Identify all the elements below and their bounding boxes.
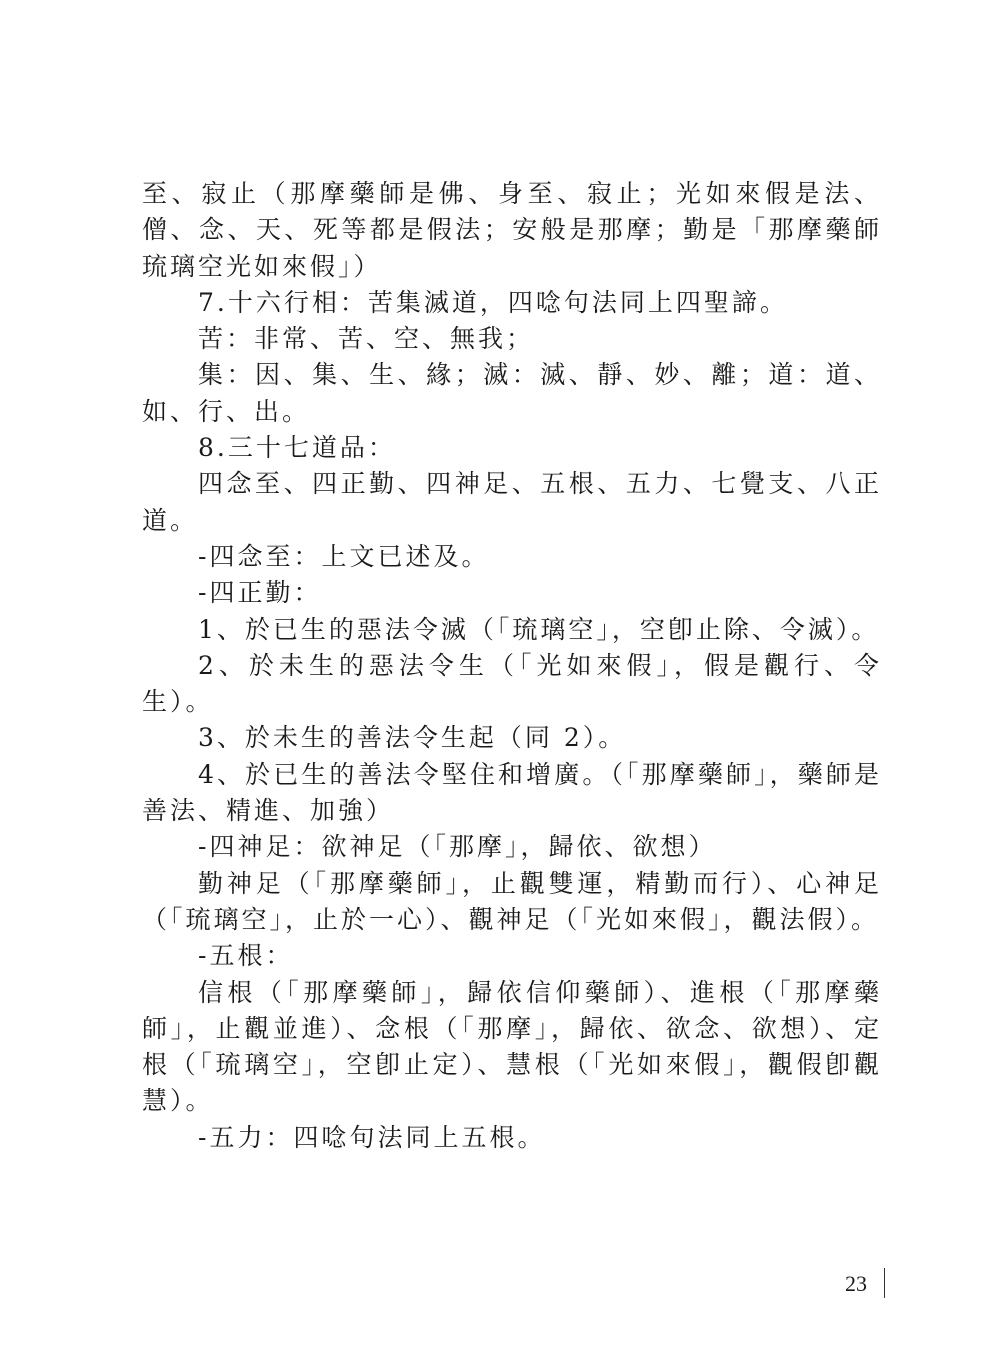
paragraph: 勤神足（「那摩藥師」，止觀雙運，精勤而行）、心神足（「琉璃空」，止於一心）、觀神足（「光如來假」，觀法假）。 [142, 868, 882, 934]
paragraph: 四念至、四正勤、四神足、五根、五力、七覺支、八正道。 [142, 469, 882, 535]
paragraph: 信根（「那摩藥師」，歸依信仰藥師）、進根（「那摩藥師」，止觀並進）、念根（「那摩」，歸依、欲念、欲想）、定根（「琉璃空」，空卽止定）、慧根（「光如來假」，觀假卽觀慧）。 [142, 977, 882, 1116]
paragraph: -五根： [198, 941, 294, 971]
paragraph: -四神足：欲神足（「那摩」，歸依、欲想） [198, 832, 717, 862]
paragraph: -四念至：上文已述及。 [198, 541, 490, 571]
paragraph: 2、於未生的惡法令生（「光如來假」，假是觀行、令生）。 [142, 650, 882, 717]
paragraph: 8.三十七道品： [198, 433, 396, 463]
paragraph: 集：因、集、生、緣；滅：滅、靜、妙、離；道：道、如、行、出。 [142, 360, 882, 426]
paragraph: 苦：非常、苦、空、無我； [198, 324, 535, 354]
paragraph: 7.十六行相：苦集滅道，四唸句法同上四聖諦。 [198, 287, 788, 317]
paragraph: 4、於已生的善法令堅住和增廣。（「那摩藥師」，藥師是善法、精進、加強） [142, 759, 882, 826]
paragraph: -四正勤： [198, 578, 322, 608]
paragraph: -五力：四唸句法同上五根。 [198, 1122, 546, 1152]
paragraph: 1、於已生的惡法令滅（「琉璃空」，空卽止除、令滅）。 [198, 614, 880, 644]
body-text [142, 176, 882, 1156]
page-number-rule [884, 1268, 885, 1298]
paragraph: 3、於未生的善法令生起（同 2）。 [198, 723, 627, 753]
paragraph: 至、寂止（那摩藥師是佛、身至、寂止；光如來假是法、僧、念、天、死等都是假法；安般是那摩；勤是「那摩藥師琉璃空光如來假」） [142, 179, 882, 281]
page-number: 23 [845, 1271, 867, 1296]
